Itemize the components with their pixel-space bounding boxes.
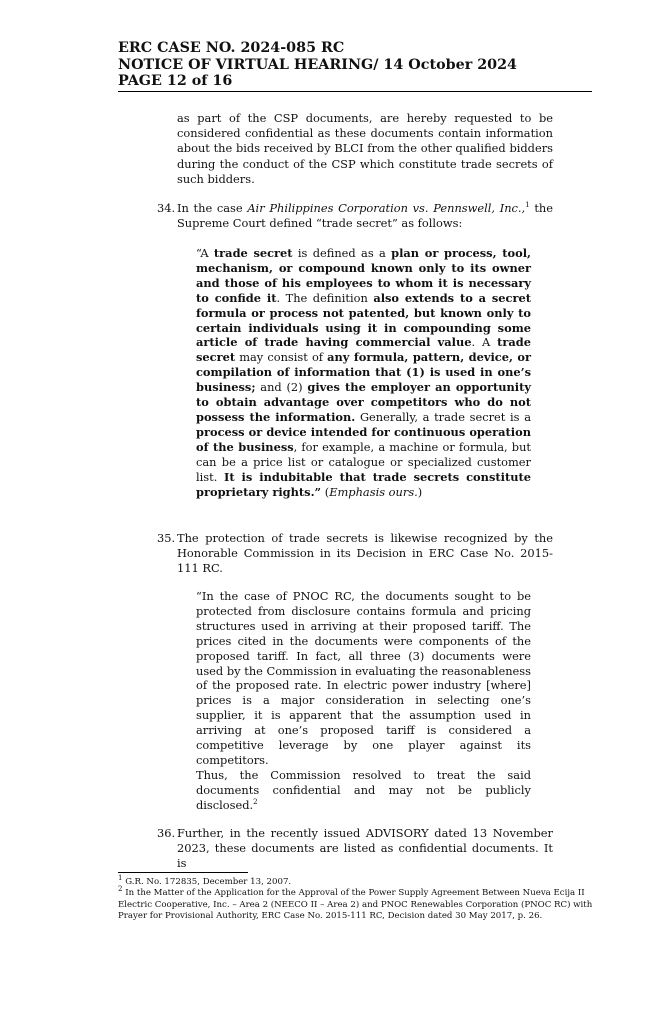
page-header xyxy=(118,40,592,92)
bold-run: trade secret xyxy=(213,246,293,260)
block-quote-pnoc-p1: “In the case of PNOC RC, the documents sought to be protected from disclosure contains formula and pricing structures used in arriving at their proposed tariff. The prices cited in the documents were components of the proposed tariff. In fact, all three (3) documents were used by the Commission in evaluating the reasonableness of the proposed rate. In electric power industry [where] prices is a major consideration in selecting one’s supplier, it is apparent that the assumption used in arriving at one’s proposed tariff is considered a competitive leverage by one player against its competitors. xyxy=(196,589,531,767)
footnote-divider xyxy=(118,872,248,873)
footnote-mark: 1 xyxy=(118,874,123,883)
footnote-ref-1: 1 xyxy=(525,201,530,210)
bold-run: also extends to a secret formula or process not patented, but known only to certain individuals using it in compounding some article of trade having commercial value xyxy=(196,290,531,350)
emphasis-note: Emphasis ours. xyxy=(329,484,418,499)
footnote-1 xyxy=(118,874,594,888)
text-run: may consist of xyxy=(235,350,328,365)
footnotes xyxy=(118,874,594,923)
text-run: . A xyxy=(471,335,498,350)
paragraph-number: 34. xyxy=(157,201,176,215)
text-run: is defined as a xyxy=(292,246,392,260)
text-run: and (2) xyxy=(255,380,308,395)
footnote-mark: 2 xyxy=(118,885,123,894)
footnote-text: G.R. No. 172835, December 13, 2007. xyxy=(122,877,292,887)
footnote-ref-2: 2 xyxy=(253,798,258,807)
bold-run: gives the employer an opportunity to obtain advantage over competitors who do not possess the information. xyxy=(196,380,531,424)
text-run: Generally, a trade secret is a xyxy=(355,409,531,424)
continuation-paragraph: as part of the CSP documents, are hereby requested to be considered confidential as these documents contain information about the bids received by BLCI from the other qualified bidders during the conduct of the CSP which constitute trade secrets of such bidders. xyxy=(177,111,553,186)
text-run: In the case xyxy=(177,201,248,215)
text-run: . The definition xyxy=(276,290,374,305)
paragraph-34-text xyxy=(177,201,553,231)
text-run: , for example, a machine or formula, but can be a price list or catalogue or specialized customer list. xyxy=(196,439,531,484)
text-run: the Supreme Court defined “trade secret” as follows: xyxy=(177,201,554,231)
text-run: Thus, the Commission resolved to treat the said documents confidential and may not be publicly disclosed. xyxy=(196,768,531,812)
footnote-2 xyxy=(118,885,594,922)
bold-run: any formula, pattern, device, or compilation of information that (1) is used in one’s business; xyxy=(196,350,531,395)
footnote-text: In the Matter of the Application for the Approval of the Power Supply Agreement Between Nueva Ecija II Electric Cooperative, Inc. – Area 2 (NEECO II – Area 2) and PNOC Renewables Corporation (PNOC RC) with Prayer for Provisional Authority, ERC Case No. 2015-111 RC, Decision dated 30 May 2017, p. 26. xyxy=(118,888,593,922)
paragraph-36 xyxy=(119,826,592,872)
paragraph-36-text: Further, in the recently issued ADVISORY dated 13 November 2023, these documents are listed as confidential documents. It is xyxy=(177,826,553,871)
bold-run: trade secret xyxy=(196,335,531,365)
block-quote-pnoc-p2 xyxy=(196,768,531,813)
paragraph-34 xyxy=(119,201,592,231)
bold-run: It is indubitable that trade secrets constitute proprietary rights.” xyxy=(196,469,531,499)
header-notice-title: NOTICE OF VIRTUAL HEARING/ 14 October 2024 xyxy=(118,56,517,73)
header-case-number: ERC CASE NO. 2024-085 RC xyxy=(118,40,345,56)
text-run: ) xyxy=(417,484,423,499)
bold-run: plan or process, tool, mechanism, or compound known only to its owner and those of his employees to whom it is necessary to confide it xyxy=(196,246,531,305)
paragraph-35 xyxy=(119,531,592,577)
block-quote-trade-secret xyxy=(196,246,531,499)
paragraph-number: 36. xyxy=(157,826,176,840)
case-name: Air Philippines Corporation vs. Pennswell, Inc., xyxy=(247,201,526,215)
header-page-number: PAGE 12 of 16 xyxy=(118,73,233,89)
paragraph-number: 35. xyxy=(157,531,176,545)
paragraph-35-text: The protection of trade secrets is likewise recognized by the Honorable Commission in its Decision in ERC Case No. 2015-111 RC. xyxy=(177,531,553,576)
text-run: ( xyxy=(321,484,330,499)
bold-run: process or device intended for continuous operation of the business xyxy=(196,424,531,454)
text-run: “A xyxy=(196,246,214,260)
